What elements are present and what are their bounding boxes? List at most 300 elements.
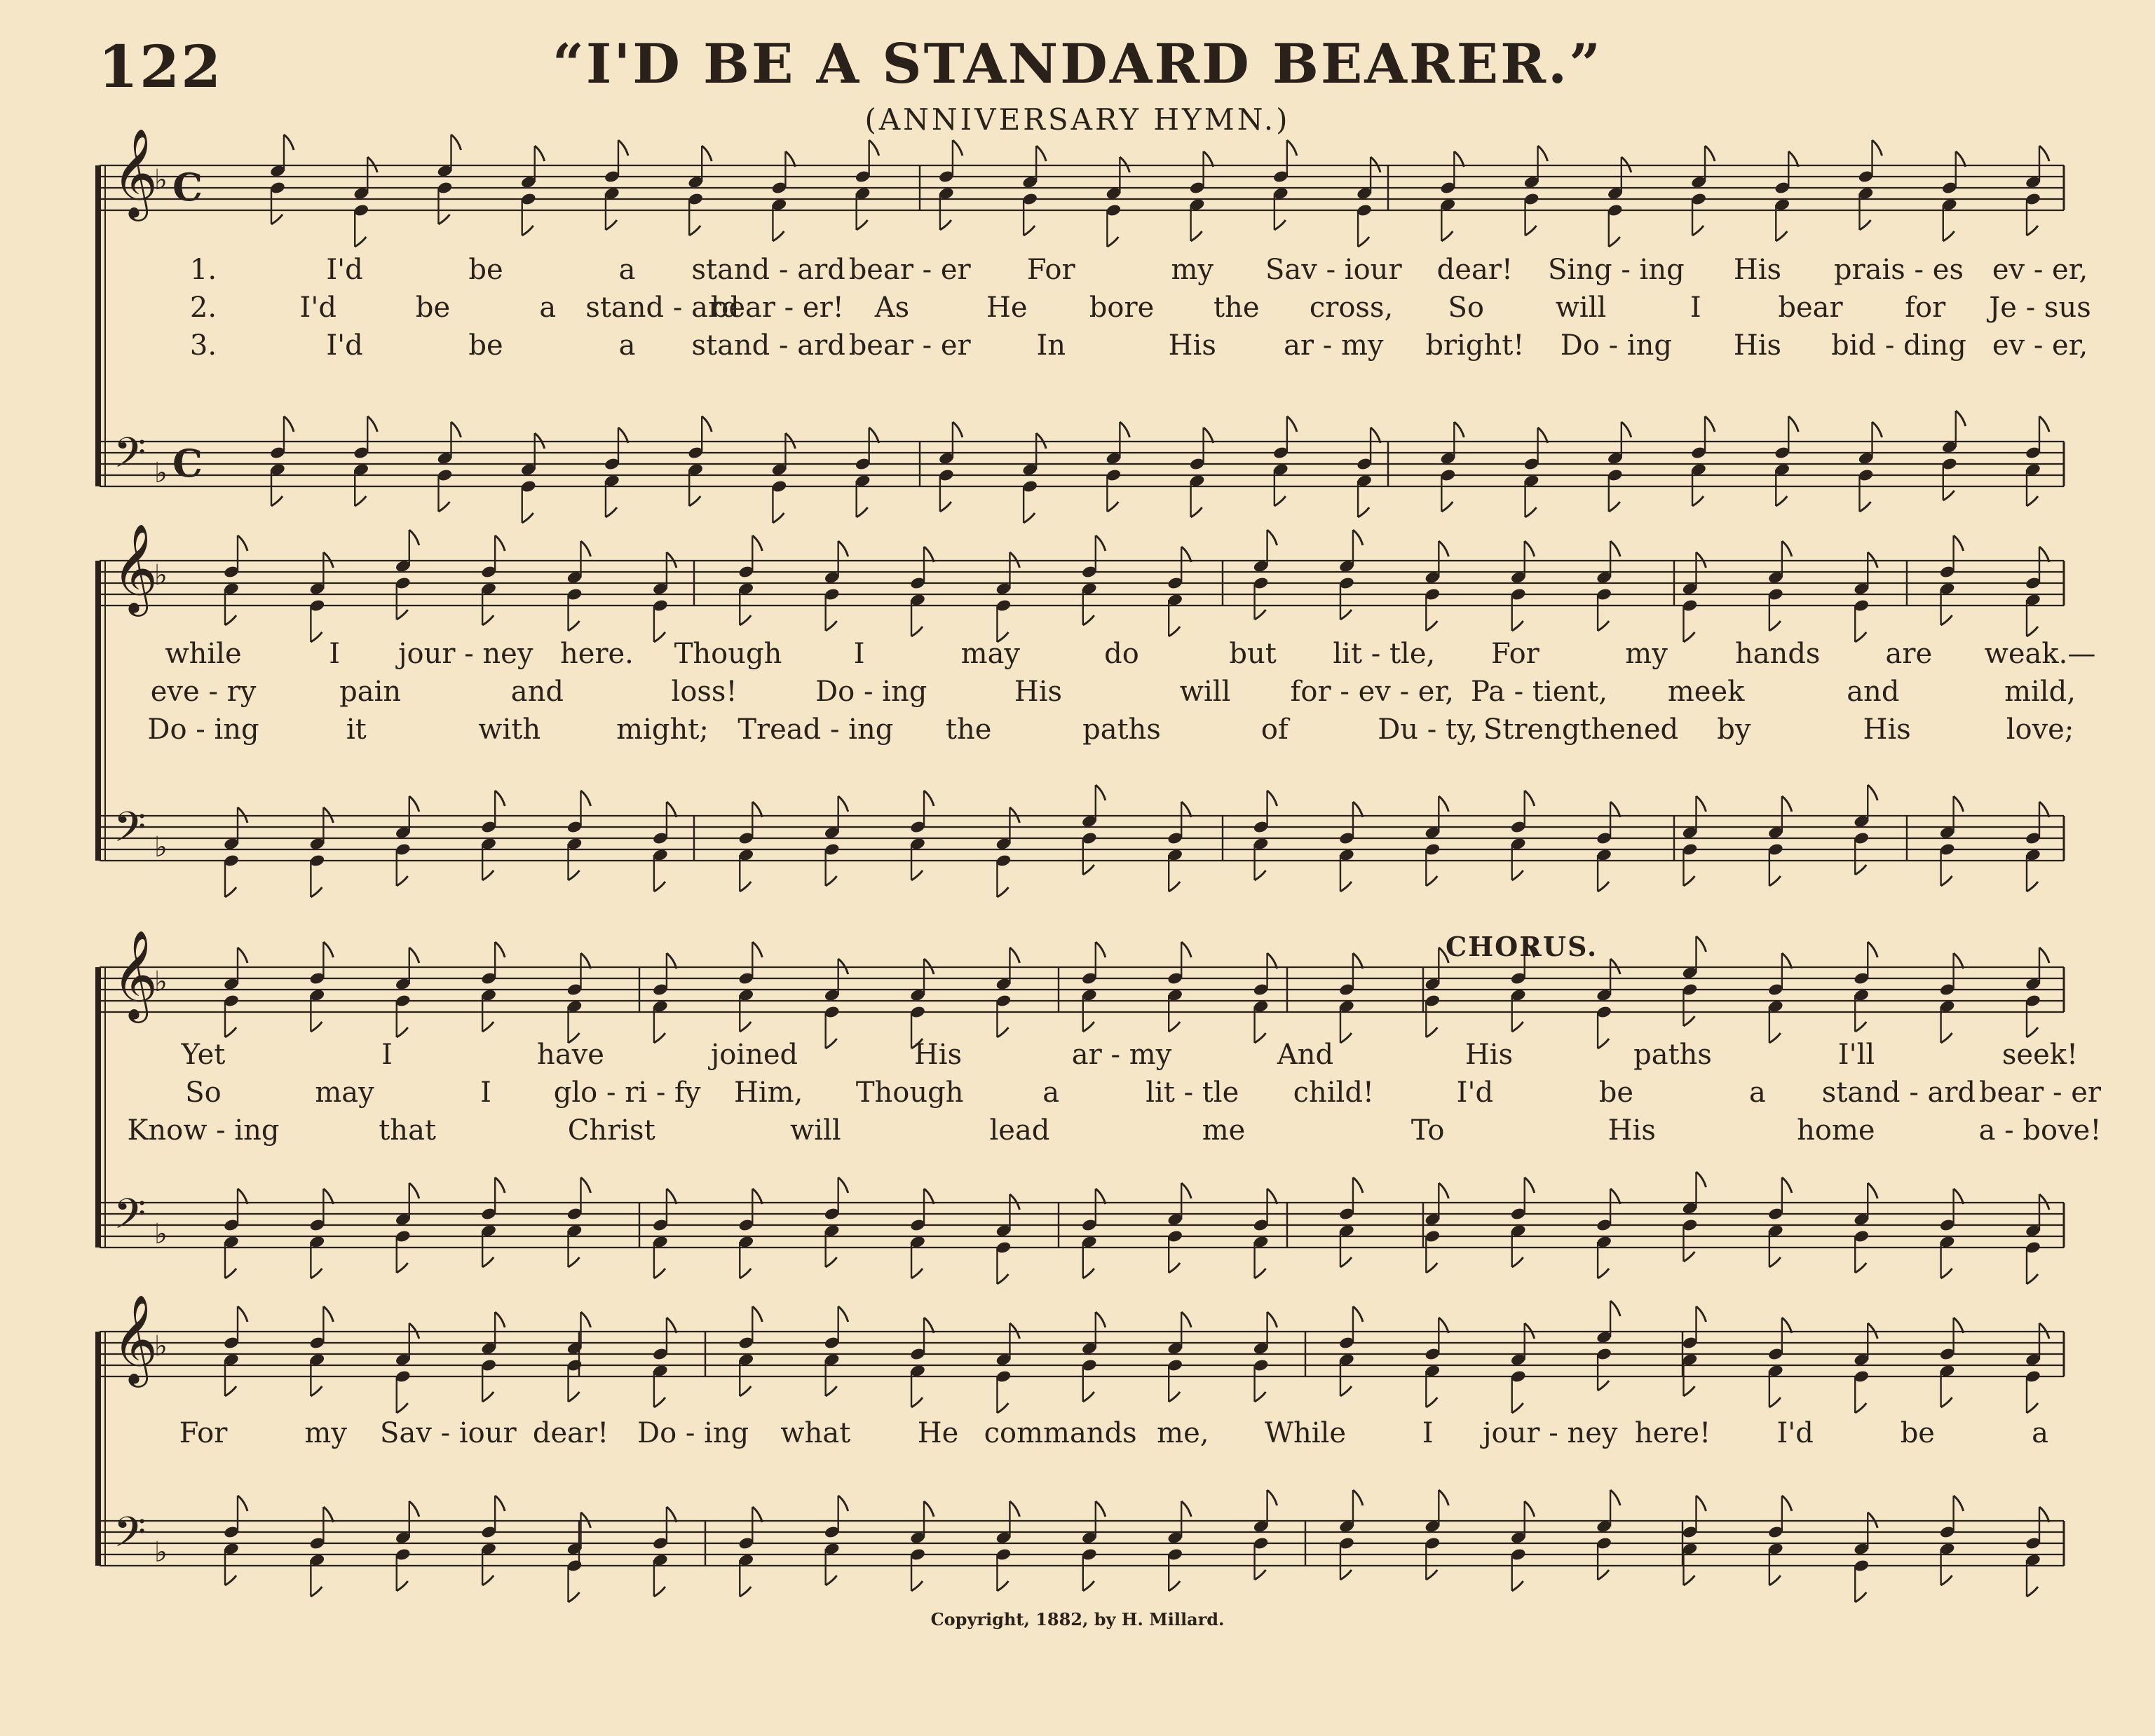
lyric-syllable: be xyxy=(415,292,451,324)
lyric-syllable: bear - er! xyxy=(710,292,844,324)
bass-note-tenor-flag xyxy=(1782,796,1792,812)
lyric-syllable: jour - ney xyxy=(398,638,533,670)
bass-note-tenor-flag xyxy=(1371,428,1380,443)
treble-note-alto-flag xyxy=(1855,632,1866,642)
bass-note-tenor-flag xyxy=(1525,1177,1535,1193)
bass-note-tenor-flag xyxy=(1696,1496,1706,1511)
bass-note-tenor-flag xyxy=(1954,1189,1964,1204)
treble-clef-icon: 𝄞 xyxy=(112,929,158,1019)
lyric-syllable: For xyxy=(179,1417,228,1449)
bass-note-flag xyxy=(1169,1581,1180,1591)
lyric-syllable: So xyxy=(1448,292,1484,324)
lyric-syllable: Je - sus xyxy=(1989,292,2091,324)
bass-note-flag xyxy=(1512,1581,1523,1591)
treble-note-alto-flag xyxy=(1169,1022,1180,1032)
treble-note-alto-flag xyxy=(397,610,408,620)
bass-note-flag xyxy=(482,1257,494,1267)
bass-note-tenor-flag xyxy=(451,422,461,437)
treble-note-alto-flag xyxy=(1083,1022,1094,1032)
lyric-syllable: home xyxy=(1797,1114,1875,1147)
treble-note-alto-flag xyxy=(1769,1397,1781,1407)
bass-note-flag xyxy=(857,507,868,517)
bass-note-tenor-flag xyxy=(1782,1496,1792,1511)
treble-note-flag xyxy=(581,953,591,969)
treble-note-flag xyxy=(1782,541,1792,556)
bass-note-flag xyxy=(654,1587,665,1597)
treble-note-flag xyxy=(1439,948,1448,963)
lyric-syllable: His xyxy=(913,1039,963,1071)
treble-note-flag xyxy=(1454,151,1464,167)
lyric-syllable: To xyxy=(1410,1114,1445,1147)
bass-note-flag xyxy=(311,1587,322,1597)
treble-note-flag xyxy=(535,146,545,161)
bass-note-tenor-flag xyxy=(1353,1177,1363,1193)
lyric-syllable: And xyxy=(1277,1039,1334,1071)
treble-note-flag xyxy=(2039,948,2049,963)
treble-note-flag xyxy=(2039,547,2049,562)
lyric-syllable: Sing - ing xyxy=(1548,254,1685,286)
treble-note-alto-flag xyxy=(438,214,449,224)
lyric-syllable: Tread - ing xyxy=(737,713,894,746)
lyric-syllable: stand - ard xyxy=(691,254,845,286)
treble-note-flag xyxy=(409,948,419,963)
bass-note-tenor-flag xyxy=(1705,416,1715,432)
lyric-syllable: hands xyxy=(1734,638,1821,670)
bass-note-tenor-flag xyxy=(1610,802,1620,817)
lyric-syllable: stand - ard xyxy=(1821,1077,1976,1109)
bass-note-flag xyxy=(911,1269,923,1278)
bass-note-tenor-flag xyxy=(495,791,505,806)
treble-note-flag xyxy=(1181,547,1191,562)
lyric-syllable: be xyxy=(468,254,503,286)
lyric-syllable: cross, xyxy=(1309,292,1394,324)
treble-note-alto-flag xyxy=(1609,237,1620,247)
lyric-syllable: Pa - tient, xyxy=(1470,676,1607,708)
system-3-brace xyxy=(95,967,101,1248)
bass-note-flag xyxy=(740,882,751,891)
bass-note-flag xyxy=(1441,502,1453,512)
lyric-syllable: I xyxy=(853,638,865,670)
treble-note-alto-flag xyxy=(654,1033,665,1043)
bass-note-flag xyxy=(1943,491,1955,500)
bass-note-tenor-flag xyxy=(752,802,762,817)
treble-note-flag xyxy=(1439,541,1448,556)
bass-note-flag xyxy=(606,507,617,517)
lyric-syllable: might; xyxy=(616,713,709,746)
bass-note-flag xyxy=(1941,1576,1952,1585)
treble-note-flag xyxy=(1954,1318,1964,1333)
bass-note-flag xyxy=(438,502,449,512)
treble-note-flag xyxy=(1267,530,1277,545)
lyric-syllable: bore xyxy=(1089,292,1155,324)
treble-note-flag xyxy=(1353,1306,1363,1322)
lyric-syllable: lit - tle xyxy=(1146,1077,1239,1109)
bass-note-tenor-flag xyxy=(1267,1490,1277,1505)
bass-note-tenor-flag xyxy=(1954,1496,1964,1511)
bass-note-flag xyxy=(1426,1570,1437,1580)
treble-note-flag xyxy=(667,1318,677,1333)
lyric-syllable: a xyxy=(1748,1077,1766,1109)
treble-clef-icon: 𝄞 xyxy=(112,128,158,217)
treble-note-alto-flag xyxy=(1340,610,1352,620)
treble-note-alto-flag xyxy=(940,220,951,230)
bass-note-tenor-flag xyxy=(1439,1183,1448,1198)
treble-note-alto-flag xyxy=(1426,1397,1437,1407)
treble-note-alto-flag xyxy=(1776,231,1787,241)
bass-note-flag xyxy=(1083,1269,1094,1278)
bass-note-flag xyxy=(773,513,784,523)
treble-note-alto-flag xyxy=(1426,621,1437,631)
lyric-syllable: Though xyxy=(855,1077,964,1109)
bass-note-flag xyxy=(1683,876,1694,886)
treble-note-alto-flag xyxy=(740,1022,751,1032)
treble-note-alto-flag xyxy=(1598,1039,1609,1048)
bass-note-flag xyxy=(1855,1592,1866,1602)
flat-key-signature-icon: ♭ xyxy=(154,966,168,998)
lyric-syllable: I'd xyxy=(299,292,336,324)
lyric-syllable: I'd xyxy=(1456,1077,1494,1109)
treble-note-flag xyxy=(495,1312,505,1327)
treble-note-alto-flag xyxy=(482,1022,494,1032)
copyright-notice: Copyright, 1882, by H. Millard. xyxy=(930,1609,1225,1629)
bass-note-flag xyxy=(1024,513,1035,523)
bass-note-flag xyxy=(1598,1269,1609,1278)
treble-note-alto-flag xyxy=(1860,220,1871,230)
lyric-syllable: For xyxy=(1026,254,1075,286)
bass-note-flag xyxy=(940,502,951,512)
treble-clef-icon: 𝄞 xyxy=(112,523,158,613)
lyric-syllable: do xyxy=(1104,638,1139,670)
lyric-syllable: I'd xyxy=(326,329,363,362)
treble-note-alto-flag xyxy=(1169,627,1180,636)
bass-note-tenor-flag xyxy=(1181,802,1191,817)
treble-note-flag xyxy=(924,547,934,562)
bass-note-tenor-flag xyxy=(409,1501,419,1517)
treble-note-alto-flag xyxy=(482,1392,494,1402)
lyric-syllable: my xyxy=(304,1417,347,1449)
lyric-syllable: ev - er, xyxy=(1992,254,2088,286)
lyric-syllable: Sav - iour xyxy=(1265,254,1402,286)
bass-note-flag xyxy=(826,876,837,886)
treble-note-alto-flag xyxy=(740,615,751,625)
lyric-syllable: be xyxy=(1900,1417,1935,1449)
bass-note-tenor-flag xyxy=(1696,1172,1706,1187)
treble-note-flag xyxy=(1096,1312,1106,1327)
lyric-syllable: For xyxy=(1491,638,1539,670)
bass-note-flag xyxy=(1769,876,1781,886)
treble-note-flag xyxy=(238,535,247,551)
treble-note-flag xyxy=(1267,953,1277,969)
treble-note-alto-flag xyxy=(997,1403,1008,1413)
lyric-syllable: bear - er xyxy=(848,329,971,362)
bass-note-tenor-flag xyxy=(924,1189,934,1204)
flat-key-signature-icon: ♭ xyxy=(154,164,168,196)
lyric-syllable: ar - my xyxy=(1071,1039,1172,1071)
treble-note-alto-flag xyxy=(311,1022,322,1032)
bass-note-flag xyxy=(2027,1587,2038,1597)
treble-note-flag xyxy=(785,151,795,167)
treble-note-alto-flag xyxy=(857,220,868,230)
lyric-syllable: bear - er xyxy=(848,254,971,286)
bass-note-tenor-flag xyxy=(752,1189,762,1204)
bass-note-flag xyxy=(1191,507,1202,517)
lyric-syllable: ar - my xyxy=(1284,329,1384,362)
lyric-syllable: commands xyxy=(984,1417,1137,1449)
lyric-syllable: 2. xyxy=(189,292,217,324)
bass-note-flag xyxy=(689,496,700,506)
lyric-syllable: and xyxy=(510,676,564,708)
bass-note-flag xyxy=(397,1263,408,1273)
hymn-subtitle: (ANNIVERSARY HYMN.) xyxy=(864,102,1291,137)
bass-note-flag xyxy=(1598,882,1609,891)
bass-note-flag xyxy=(271,496,283,506)
bass-note-flag xyxy=(1255,1269,1266,1278)
treble-note-flag xyxy=(1181,942,1191,957)
treble-note-flag xyxy=(1956,151,1966,167)
treble-note-alto-flag xyxy=(1274,220,1286,230)
flat-key-signature-icon: ♭ xyxy=(154,1536,168,1568)
treble-note-alto-flag xyxy=(225,1386,236,1396)
bass-note-tenor-flag xyxy=(838,1496,848,1511)
bass-note-flag xyxy=(997,1581,1008,1591)
treble-note-alto-flag xyxy=(826,1386,837,1396)
lyric-syllable: Do - ing xyxy=(1560,329,1673,362)
bass-note-flag xyxy=(225,1576,236,1585)
lyric-syllable: stand - ard xyxy=(585,292,740,324)
lyric-syllable: me xyxy=(1202,1114,1246,1147)
lyric-syllable: His xyxy=(1607,1114,1656,1147)
lyric-syllable: the xyxy=(1213,292,1260,324)
bass-note-tenor-flag xyxy=(1181,1183,1191,1198)
treble-note-flag xyxy=(924,1318,934,1333)
bass-note-tenor-flag xyxy=(1868,785,1877,800)
bass-clef-icon: 𝄢 xyxy=(114,1189,147,1248)
treble-note-alto-flag xyxy=(1855,1022,1866,1032)
lyric-syllable: for - ev - er, xyxy=(1290,676,1454,708)
bass-note-flag xyxy=(1769,1576,1781,1585)
lyric-syllable: by xyxy=(1717,713,1751,746)
treble-note-alto-flag xyxy=(654,1397,665,1407)
lyric-syllable: glo - ri - fy xyxy=(553,1077,701,1109)
treble-note-alto-flag xyxy=(1340,1386,1352,1396)
bass-note-flag xyxy=(1255,1570,1266,1580)
treble-note-flag xyxy=(618,140,628,156)
bass-note-flag xyxy=(311,1269,322,1278)
lyric-syllable: may xyxy=(960,638,1021,670)
lyric-syllable: lit - tle, xyxy=(1333,638,1436,670)
lyric-syllable: In xyxy=(1036,329,1066,362)
bass-note-flag xyxy=(1426,876,1437,886)
treble-note-flag xyxy=(752,1306,762,1322)
treble-note-alto-flag xyxy=(1692,226,1704,235)
bass-note-tenor-flag xyxy=(838,1177,848,1193)
treble-note-alto-flag xyxy=(522,226,533,235)
bass-note-tenor-flag xyxy=(2039,802,2049,817)
lyric-syllable: be xyxy=(1598,1077,1634,1109)
treble-note-alto-flag xyxy=(1191,231,1202,241)
treble-note-flag xyxy=(1353,953,1363,969)
treble-note-alto-flag xyxy=(225,1027,236,1037)
lyric-syllable: He xyxy=(986,292,1028,324)
lyric-syllable: mild, xyxy=(2004,676,2076,708)
treble-note-alto-flag xyxy=(1683,632,1694,642)
lyric-syllable: I xyxy=(1690,292,1701,324)
lyric-syllable: will xyxy=(1555,292,1607,324)
treble-note-alto-flag xyxy=(1683,1386,1694,1396)
bass-note-flag xyxy=(1340,1257,1352,1267)
bass-note-tenor-flag xyxy=(667,1189,677,1204)
lyric-syllable: here. xyxy=(559,638,634,670)
lyric-syllable: pain xyxy=(339,676,402,708)
treble-note-alto-flag xyxy=(1769,621,1781,631)
lyric-syllable: bid - ding xyxy=(1831,329,1966,362)
bass-note-flag xyxy=(311,887,322,897)
lyric-syllable: So xyxy=(185,1077,222,1109)
lyric-syllable: with xyxy=(478,713,541,746)
bass-note-flag xyxy=(225,1269,236,1278)
bass-note-tenor-flag xyxy=(367,416,377,432)
treble-note-alto-flag xyxy=(1426,1027,1437,1037)
treble-note-flag xyxy=(409,530,419,545)
treble-note-alto-flag xyxy=(1107,237,1118,247)
lyric-syllable: ev - er, xyxy=(1992,329,2088,362)
treble-note-alto-flag xyxy=(1941,1033,1952,1043)
treble-note-alto-flag xyxy=(225,615,236,625)
lyric-syllable: 3. xyxy=(189,329,217,362)
treble-note-flag xyxy=(284,135,294,150)
bass-note-tenor-flag xyxy=(409,1183,419,1198)
bass-note-tenor-flag xyxy=(1525,1501,1535,1517)
lyric-syllable: He xyxy=(917,1417,959,1449)
treble-note-alto-flag xyxy=(271,214,283,224)
treble-note-alto-flag xyxy=(1255,610,1266,620)
bass-note-flag xyxy=(911,1581,923,1591)
bass-note-tenor-flag xyxy=(1267,1189,1277,1204)
bass-note-flag xyxy=(1609,502,1620,512)
treble-note-flag xyxy=(667,953,677,969)
treble-note-alto-flag xyxy=(397,1027,408,1037)
bass-note-flag xyxy=(569,1257,580,1267)
bass-note-flag xyxy=(1769,1257,1781,1267)
treble-note-alto-flag xyxy=(1941,615,1952,625)
treble-note-alto-flag xyxy=(1941,1397,1952,1407)
flat-key-signature-icon: ♭ xyxy=(154,1218,168,1250)
treble-note-alto-flag xyxy=(482,615,494,625)
bass-note-flag xyxy=(1169,1263,1180,1273)
treble-note-flag xyxy=(1525,541,1535,556)
bass-note-flag xyxy=(1941,876,1952,886)
bass-note-tenor-flag xyxy=(495,1177,505,1193)
bass-note-flag xyxy=(1683,1252,1694,1262)
lyric-syllable: be xyxy=(468,329,503,362)
treble-note-alto-flag xyxy=(311,1386,322,1396)
treble-note-alto-flag xyxy=(997,1027,1008,1037)
treble-note-flag xyxy=(1696,1306,1706,1322)
bass-note-flag xyxy=(997,1274,1008,1284)
treble-note-alto-flag xyxy=(2027,627,2038,636)
bass-note-flag xyxy=(1855,1263,1866,1273)
treble-note-flag xyxy=(953,140,963,156)
lyric-syllable: Sav - iour xyxy=(380,1417,517,1449)
bass-note-tenor-flag xyxy=(869,428,879,443)
treble-note-flag xyxy=(702,146,712,161)
treble-note-alto-flag xyxy=(654,632,665,642)
treble-note-flag xyxy=(238,1306,247,1322)
bass-note-flag xyxy=(1512,870,1523,880)
lyric-syllable: Do - ing xyxy=(637,1417,749,1449)
lyric-syllable: are xyxy=(1885,638,1933,670)
bass-note-flag xyxy=(2027,496,2038,506)
lyric-syllable: paths xyxy=(1633,1039,1712,1071)
lyric-syllable: may xyxy=(315,1077,374,1109)
lyric-syllable: a xyxy=(1042,1077,1060,1109)
bass-note-tenor-flag xyxy=(2039,1507,2049,1522)
lyric-syllable: for xyxy=(1905,292,1946,324)
bass-note-tenor-flag xyxy=(1096,785,1106,800)
bass-note-flag xyxy=(997,887,1008,897)
bass-note-tenor-flag xyxy=(702,416,712,432)
system-1-brace xyxy=(95,165,101,486)
lyric-syllable: a xyxy=(539,292,557,324)
bass-note-tenor-flag xyxy=(667,1507,677,1522)
bass-note-flag xyxy=(1358,507,1369,517)
treble-note-flag xyxy=(1868,942,1877,957)
chorus-label: CHORUS. xyxy=(1446,931,1598,962)
lyric-syllable: I xyxy=(1422,1417,1434,1449)
bass-note-tenor-flag xyxy=(581,1177,591,1193)
lyric-syllable: of xyxy=(1260,713,1289,746)
treble-note-flag xyxy=(1782,953,1792,969)
bass-note-flag xyxy=(482,870,494,880)
lyric-syllable: His xyxy=(1464,1039,1514,1071)
lyric-syllable: Yet xyxy=(181,1039,226,1071)
treble-note-flag xyxy=(1439,1318,1448,1333)
treble-note-alto-flag xyxy=(1525,226,1537,235)
treble-note-alto-flag xyxy=(773,231,784,241)
lyric-syllable: eve - ry xyxy=(150,676,257,708)
treble-note-flag xyxy=(581,1312,591,1327)
treble-note-flag xyxy=(1009,948,1019,963)
bass-note-flag xyxy=(740,1269,751,1278)
bass-note-flag xyxy=(654,882,665,891)
bass-note-flag xyxy=(397,1581,408,1591)
bass-note-flag xyxy=(1683,1576,1694,1585)
bass-note-flag xyxy=(2027,1274,2038,1284)
treble-note-flag xyxy=(1782,1318,1792,1333)
lyric-syllable: while xyxy=(165,638,242,670)
bass-note-flag xyxy=(826,1257,837,1267)
bass-note-flag xyxy=(225,887,236,897)
treble-note-alto-flag xyxy=(1255,1033,1266,1043)
lyric-syllable: His xyxy=(1733,329,1782,362)
bass-note-tenor-flag xyxy=(1696,796,1706,812)
bass-note-tenor-flag xyxy=(238,1496,247,1511)
bass-note-tenor-flag xyxy=(667,802,677,817)
treble-note-alto-flag xyxy=(1598,1381,1609,1390)
bass-clef-icon: 𝄢 xyxy=(114,802,147,861)
lyric-syllable: joined xyxy=(710,1039,798,1071)
lyric-syllable: 1. xyxy=(189,254,217,286)
lyric-syllable: I xyxy=(381,1039,393,1071)
lyric-syllable: child! xyxy=(1293,1077,1375,1109)
bass-note-flag xyxy=(2027,882,2038,891)
bass-note-flag xyxy=(911,870,923,880)
bass-note-tenor-flag xyxy=(1454,422,1464,437)
bass-note-flag xyxy=(1525,507,1537,517)
bass-note-flag xyxy=(1941,1269,1952,1278)
bass-note-flag xyxy=(826,1576,837,1585)
lyric-syllable: that xyxy=(379,1114,436,1147)
